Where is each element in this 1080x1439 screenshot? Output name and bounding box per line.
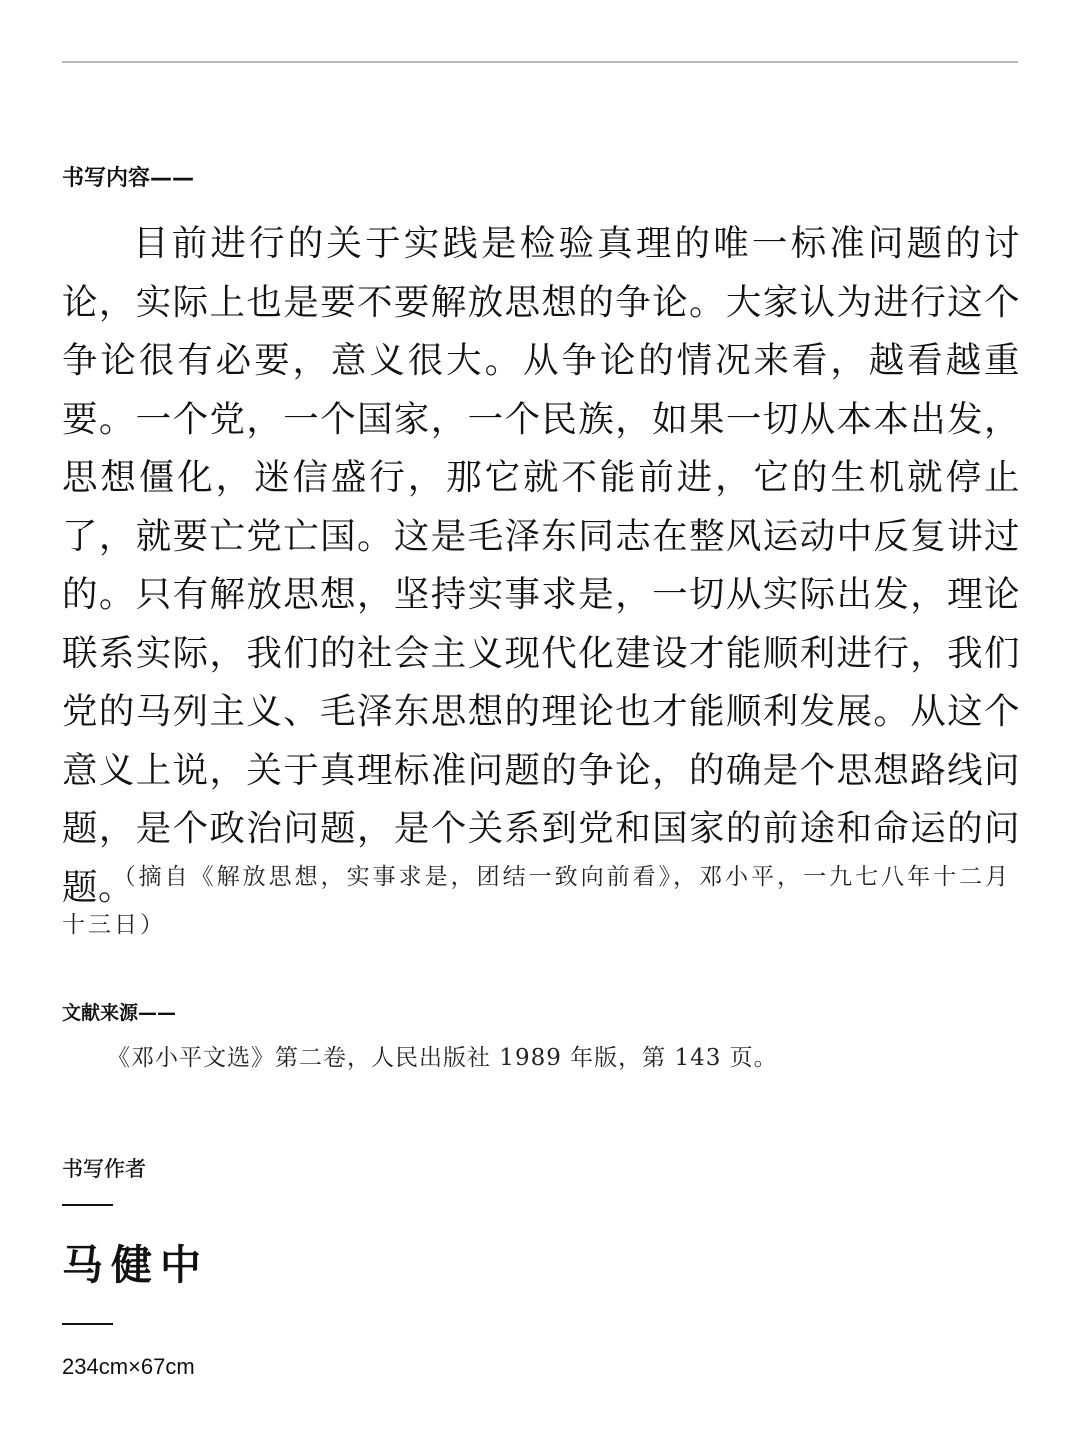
source-reference: 《邓小平文选》第二卷，人民出版社 1989 年版，第 143 页。 <box>107 1045 778 1071</box>
content-section-label: 书写内容—— <box>62 166 195 191</box>
main-quote <box>62 215 1020 917</box>
quote-paragraph: 目前进行的关于实践是检验真理的唯一标准问题的讨论，实际上也是要不要解放思想的争论。大家认为进行这个争论很有必要，意义很大。从争论的情况来看，越看越重要。一个党，一个国家，一个民族，如果一切从本本出发，思想僵化，迷信盛行，那它就不能前进，它的生机就停止了，就要亡党亡国。这是毛泽东同志在整风运动中反复讲过的。只有解放思想，坚持实事求是，一切从实际出发，理论联系实际，我们的社会主义现代化建设才能顺利进行，我们党的马列主义、毛泽东思想的理论也才能顺利发展。从这个意义上说，关于真理标准问题的争论，的确是个思想路线问题，是个政治问题，是个关系到党和国家的前途和命运的问题。 <box>62 223 1020 908</box>
author-divider-bottom <box>62 1323 113 1325</box>
quote-citation <box>62 853 1020 949</box>
top-divider <box>62 61 1018 63</box>
author-divider-top <box>62 1204 113 1206</box>
artwork-dimensions: 234cm×67cm <box>62 1354 195 1379</box>
citation-text: （摘自《解放思想，实事求是，团结一致向前看》，邓小平，一九七八年十二月十三日） <box>62 864 1012 938</box>
author-name: 马健中 <box>62 1241 209 1289</box>
source-section-label: 文献来源—— <box>62 1002 177 1024</box>
author-section-label: 书写作者 <box>62 1157 146 1181</box>
